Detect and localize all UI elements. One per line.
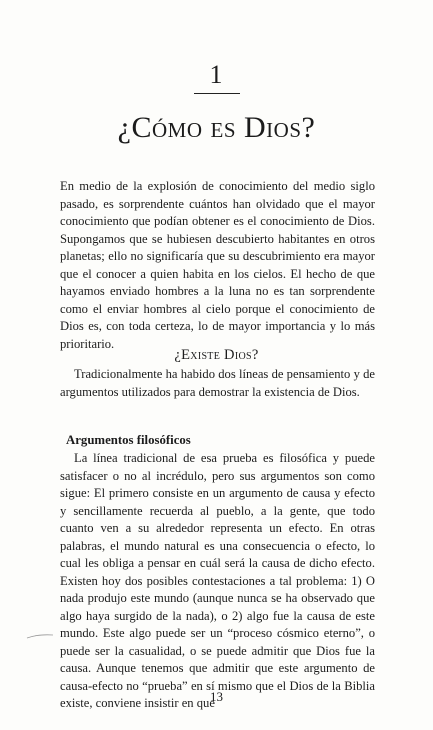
chapter-number: 1	[209, 60, 224, 89]
intro-paragraph: En medio de la explosión de conocimiento del medio siglo pasado, es sorprendente cuántos han olvidado que el mayor conocimiento que podían obtener es el conocimiento de Dios. Supongamos que se hubiesen descubierto habitantes en otros planetas; ello no significaría que su descubrimiento era mayor que el conocer a quien habita en los cielos. El hecho de que hayamos enviado hombres a la luna no es tan sorprendente como el enviar hombres al cielo porque el conocimiento de Dios es, con toda certeza, lo de mayor importancia y lo más prioritario.	[60, 179, 375, 351]
pencil-mark	[26, 633, 54, 639]
page-number: 13	[210, 689, 223, 704]
subsection-heading: Argumentos filosóficos	[66, 433, 191, 447]
subsection-paragraph: La línea tradicional de esa prueba es filosófica y puede satisfacer o no al incrédulo, pero sus argumentos son como sigue: El primero consiste en un argumento de causa y efecto y sencillamente recuerda al pueblo, a la gente, que todo cuanto ven a su alrededor representa un efecto. En otras palabras, el mundo natural es una consecuencia o efecto, lo cual les obliga a pensar en cuál será la causa de dicho efecto. Existen hoy dos posibles contestaciones a tal problema: 1) O nada produjo este mundo (aunque nunca se ha observado que algo haya surgido de la nada), o 2) algo fue la causa de este mundo. Este algo puede ser un “proceso cósmico eterno”, o puede ser la casualidad, o se puede admitir que Dios fue la causa. Aunque tenemos que admitir que este argumento de causa-efecto no “prueba” en sí mismo que el Dios de la Biblia existe, conviene insistir en que	[60, 451, 375, 710]
chapter-title: ¿Cómo es Dios?	[117, 111, 316, 144]
section-paragraph: Tradicionalmente ha habido dos líneas de pensamiento y de argumentos utilizados para demostrar la existencia de Dios.	[60, 367, 375, 399]
section-heading: ¿Existe Dios?	[174, 347, 259, 363]
chapter-divider	[194, 93, 240, 94]
